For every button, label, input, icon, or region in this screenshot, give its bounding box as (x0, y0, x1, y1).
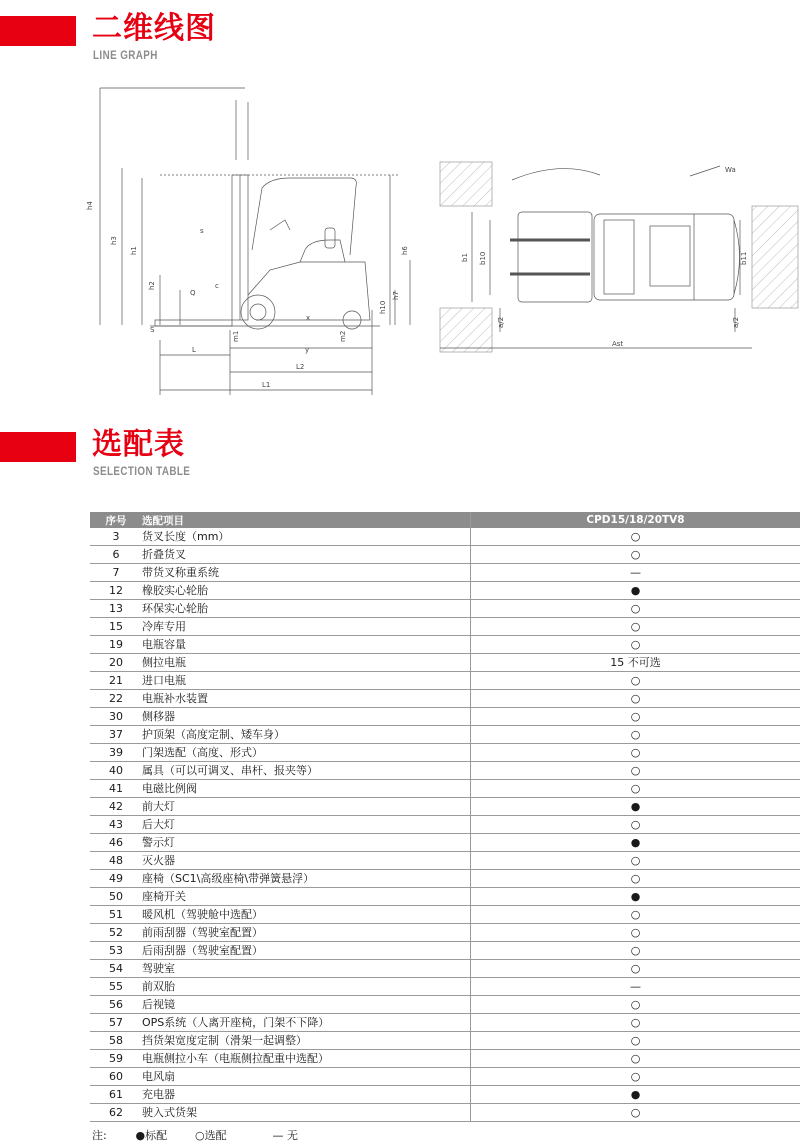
row-value: ○ (471, 816, 800, 834)
row-item: 座椅（SC1\高级座椅\带弹簧悬浮） (142, 870, 471, 888)
red-accent-block (0, 16, 76, 46)
row-no: 60 (90, 1068, 142, 1086)
table-row (90, 564, 800, 582)
row-no: 30 (90, 708, 142, 726)
table-row (90, 600, 800, 618)
row-no: 56 (90, 996, 142, 1014)
row-value: ○ (471, 960, 800, 978)
svg-text:L1: L1 (262, 381, 271, 389)
row-no: 12 (90, 582, 142, 600)
row-value: ○ (471, 672, 800, 690)
note-optional: ○选配 (195, 1129, 227, 1142)
row-value: ○ (471, 1068, 800, 1086)
row-no: 52 (90, 924, 142, 942)
table-row (90, 780, 800, 798)
svg-text:h7: h7 (392, 291, 400, 300)
side-view (100, 88, 410, 395)
row-no: 53 (90, 942, 142, 960)
row-value: 15 不可选 (471, 654, 800, 672)
table-row (90, 528, 800, 546)
row-no: 42 (90, 798, 142, 816)
row-value: ● (471, 1086, 800, 1104)
row-item: OPS系统（人离开座椅，门架不下降） (142, 1014, 471, 1032)
row-no: 21 (90, 672, 142, 690)
svg-text:m1: m1 (232, 330, 240, 342)
svg-text:Ast: Ast (612, 340, 624, 348)
row-item: 警示灯 (142, 834, 471, 852)
note-label: 注: (92, 1129, 107, 1142)
row-item: 前雨刮器（驾驶室配置） (142, 924, 471, 942)
selection-table-title: 选配表 (92, 427, 185, 462)
row-value: ○ (471, 600, 800, 618)
svg-text:h4: h4 (86, 201, 94, 210)
row-item: 进口电瓶 (142, 672, 471, 690)
row-no: 13 (90, 600, 142, 618)
row-item: 电磁比例阀 (142, 780, 471, 798)
row-item: 电瓶补水装置 (142, 690, 471, 708)
row-no: 59 (90, 1050, 142, 1068)
row-no: 39 (90, 744, 142, 762)
row-item: 后大灯 (142, 816, 471, 834)
row-value: ○ (471, 870, 800, 888)
table-row (90, 546, 800, 564)
table-row (90, 636, 800, 654)
row-item: 驾驶室 (142, 960, 471, 978)
row-value: ○ (471, 906, 800, 924)
row-no: 6 (90, 546, 142, 564)
line-graph-title: 二维线图 (92, 11, 216, 46)
row-no: 19 (90, 636, 142, 654)
table-row (90, 870, 800, 888)
row-item: 橡胶实心轮胎 (142, 582, 471, 600)
table-row (90, 960, 800, 978)
table-row (90, 852, 800, 870)
row-item: 电瓶容量 (142, 636, 471, 654)
row-value: ○ (471, 1050, 800, 1068)
row-no: 40 (90, 762, 142, 780)
row-item: 电风扇 (142, 1068, 471, 1086)
table-row (90, 690, 800, 708)
row-no: 51 (90, 906, 142, 924)
table-row (90, 888, 800, 906)
row-item: 门架选配（高度、形式） (142, 744, 471, 762)
table-row (90, 582, 800, 600)
row-value: ○ (471, 1014, 800, 1032)
table-row (90, 1104, 800, 1122)
line-graph-drawing (0, 80, 800, 410)
svg-text:h3: h3 (110, 236, 118, 245)
line-graph-header (0, 0, 800, 60)
row-no: 22 (90, 690, 142, 708)
row-value: ○ (471, 636, 800, 654)
row-item: 后视镜 (142, 996, 471, 1014)
table-row (90, 834, 800, 852)
table-row (90, 654, 800, 672)
line-graph-subtitle: LINE GRAPH (93, 48, 158, 62)
row-no: 48 (90, 852, 142, 870)
row-item: 充电器 (142, 1086, 471, 1104)
row-value: ○ (471, 1104, 800, 1122)
forklift-dimension-drawing (0, 80, 800, 410)
row-item: 灭火器 (142, 852, 471, 870)
svg-text:h1: h1 (130, 246, 138, 255)
row-value: — (471, 564, 800, 582)
svg-text:a/2: a/2 (497, 316, 505, 328)
side-view-labels (86, 201, 409, 389)
table-row (90, 996, 800, 1014)
row-item: 带货叉称重系统 (142, 564, 471, 582)
row-value: ○ (471, 924, 800, 942)
row-item: 环保实心轮胎 (142, 600, 471, 618)
row-no: 46 (90, 834, 142, 852)
row-item: 属具（可以可调叉、串杆、报夹等） (142, 762, 471, 780)
row-item: 挡货架宽度定制（滑架一起调整） (142, 1032, 471, 1050)
table-header-row (90, 512, 800, 528)
row-no: 61 (90, 1086, 142, 1104)
row-no: 58 (90, 1032, 142, 1050)
svg-text:b11: b11 (740, 251, 748, 265)
row-no: 43 (90, 816, 142, 834)
svg-text:a/2: a/2 (732, 316, 740, 328)
row-value: ○ (471, 1032, 800, 1050)
row-value: ○ (471, 618, 800, 636)
row-item: 驶入式货架 (142, 1104, 471, 1122)
note-none: — 无 (272, 1129, 298, 1142)
row-value: ● (471, 798, 800, 816)
table-row (90, 1086, 800, 1104)
svg-text:b10: b10 (479, 251, 487, 265)
red-accent-block (0, 432, 76, 462)
table-row (90, 816, 800, 834)
table-row (90, 1014, 800, 1032)
row-value: ○ (471, 852, 800, 870)
svg-text:Wa: Wa (725, 166, 736, 174)
row-value: ○ (471, 690, 800, 708)
row-item: 折叠货叉 (142, 546, 471, 564)
table-row (90, 726, 800, 744)
svg-text:L: L (192, 346, 196, 354)
row-no: 37 (90, 726, 142, 744)
svg-text:h2: h2 (148, 281, 156, 290)
table-row (90, 924, 800, 942)
svg-text:b1: b1 (461, 253, 469, 262)
row-value: ● (471, 582, 800, 600)
svg-text:h6: h6 (401, 246, 409, 255)
selection-table-header (0, 422, 800, 482)
row-no: 50 (90, 888, 142, 906)
svg-text:y: y (305, 346, 310, 354)
table-body (90, 528, 800, 1122)
row-item: 暖风机（驾驶舱中选配） (142, 906, 471, 924)
row-no: 20 (90, 654, 142, 672)
table-row (90, 762, 800, 780)
row-no: 3 (90, 528, 142, 546)
table-row (90, 942, 800, 960)
row-value: ○ (471, 762, 800, 780)
row-item: 前大灯 (142, 798, 471, 816)
table-row (90, 1050, 800, 1068)
row-value: ○ (471, 546, 800, 564)
row-item: 座椅开关 (142, 888, 471, 906)
row-item: 前双胎 (142, 978, 471, 996)
row-value: ○ (471, 780, 800, 798)
row-value: ○ (471, 528, 800, 546)
svg-text:S: S (150, 326, 155, 334)
svg-text:c: c (215, 282, 219, 290)
row-item: 侧移器 (142, 708, 471, 726)
row-item: 后雨刮器（驾驶室配置） (142, 942, 471, 960)
row-value: ● (471, 888, 800, 906)
row-value: ○ (471, 744, 800, 762)
row-item: 侧拉电瓶 (142, 654, 471, 672)
row-value: — (471, 978, 800, 996)
svg-text:Q: Q (190, 289, 196, 297)
svg-text:h10: h10 (379, 300, 387, 314)
table-row (90, 744, 800, 762)
table-row (90, 1068, 800, 1086)
svg-text:L2: L2 (296, 363, 305, 371)
row-no: 57 (90, 1014, 142, 1032)
header-no: 序号 (90, 512, 142, 528)
table-row (90, 906, 800, 924)
top-view (440, 162, 798, 352)
row-no: 41 (90, 780, 142, 798)
note-standard: ●标配 (135, 1129, 168, 1142)
row-item: 护顶架（高度定制、矮车身） (142, 726, 471, 744)
table-row (90, 672, 800, 690)
header-model: CPD15/18/20TV8 (471, 512, 800, 528)
row-no: 7 (90, 564, 142, 582)
row-value: ○ (471, 996, 800, 1014)
svg-text:x: x (306, 314, 311, 322)
selection-table-subtitle: SELECTION TABLE (93, 464, 191, 478)
svg-text:m2: m2 (339, 330, 347, 342)
row-no: 62 (90, 1104, 142, 1122)
svg-text:s: s (200, 227, 204, 235)
table-row (90, 798, 800, 816)
header-item: 选配项目 (142, 512, 471, 528)
table-row (90, 618, 800, 636)
row-item: 电瓶侧拉小车（电瓶侧拉配重中选配） (142, 1050, 471, 1068)
row-value: ○ (471, 708, 800, 726)
row-value: ● (471, 834, 800, 852)
row-no: 55 (90, 978, 142, 996)
row-value: ○ (471, 726, 800, 744)
table-row (90, 708, 800, 726)
row-value: ○ (471, 942, 800, 960)
row-item: 货叉长度（mm） (142, 528, 471, 546)
row-no: 49 (90, 870, 142, 888)
row-no: 15 (90, 618, 142, 636)
table-row (90, 1032, 800, 1050)
row-no: 54 (90, 960, 142, 978)
table-row (90, 978, 800, 996)
row-item: 冷库专用 (142, 618, 471, 636)
legend-note (92, 1128, 298, 1144)
selection-table (90, 512, 800, 1122)
